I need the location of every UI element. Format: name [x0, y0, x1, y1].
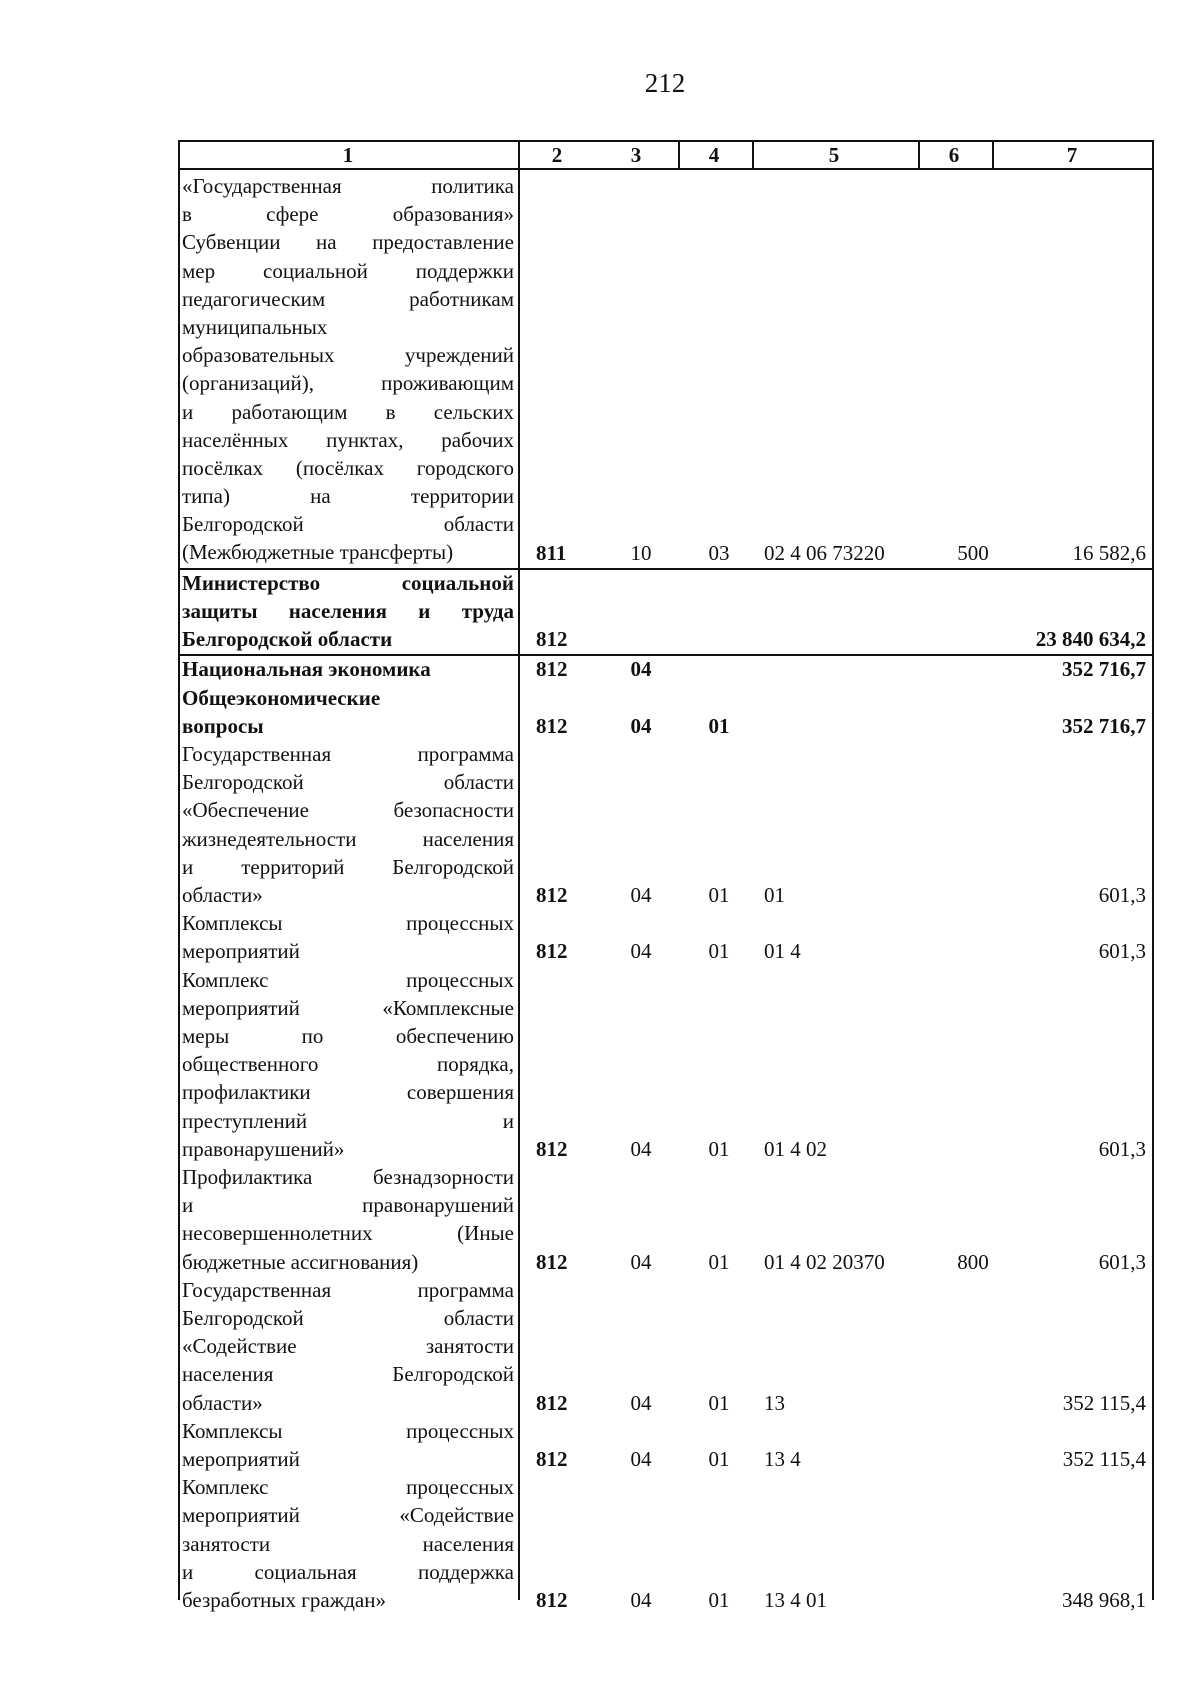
description-line: правонарушений» [182, 1136, 345, 1161]
col-3-value: 04 [630, 1390, 652, 1415]
header-col-5: 5 [828, 143, 840, 167]
col-3-value: 04 [630, 657, 652, 682]
table-header [178, 140, 1154, 170]
row-separator [178, 654, 1154, 656]
col-2-value: 812 [536, 657, 568, 682]
col-2-value: 812 [536, 1136, 568, 1161]
col-5-value: 01 4 [764, 939, 801, 964]
description-line: защиты населения и труда [182, 598, 514, 623]
description-line: и работающим в сельских [182, 399, 514, 424]
col-2-value: 812 [536, 713, 568, 738]
col-7-value: 348 968,1 [1062, 1587, 1146, 1612]
description-line: вопросы [182, 713, 264, 738]
description-line: Комплекс процессных [182, 1475, 514, 1500]
header-divider [678, 140, 680, 168]
description-line: и территорий Белгородской [182, 854, 514, 879]
description-line: Субвенции на предоставление [182, 230, 514, 255]
description-line: Министерство социальной [182, 570, 514, 595]
col-2-value: 812 [536, 1587, 568, 1612]
description-line: (организаций), проживающим [182, 371, 514, 396]
description-line: и социальная поддержка [182, 1559, 514, 1584]
col-7-value: 352 115,4 [1062, 1390, 1146, 1415]
col-4-value: 01 [708, 939, 730, 964]
header-divider [752, 140, 754, 168]
row-description [182, 966, 514, 1163]
col-5-value: 02 4 06 73220 [764, 540, 885, 565]
description-line: мероприятий «Комплексные [182, 995, 514, 1020]
col-5-value: 01 4 02 20370 [764, 1249, 885, 1274]
table-row [178, 684, 1154, 740]
col-7-value: 352 115,4 [1062, 1446, 1146, 1471]
description-line: Комплексы процессных [182, 911, 514, 936]
description-line: Комплексы процессных [182, 1418, 514, 1443]
description-line: Белгородской области [182, 1305, 514, 1330]
table-row [178, 1473, 1154, 1614]
col-4-value: 01 [708, 1136, 730, 1161]
description-line: области» [182, 1390, 263, 1415]
row-description [182, 1276, 514, 1417]
table-row [178, 1276, 1154, 1417]
description-line: Комплекс процессных [182, 967, 514, 992]
description-line: «Содействие занятости [182, 1334, 514, 1359]
col-2-value: 812 [536, 1390, 568, 1415]
col-2-value: 811 [536, 540, 567, 565]
col-4-value: 01 [708, 883, 730, 907]
col-3-value: 04 [630, 939, 652, 964]
description-line: жизнедеятельности населения [182, 826, 514, 851]
col-5-value: 13 [764, 1390, 785, 1415]
table-row [178, 740, 1154, 909]
header-col-4: 4 [708, 143, 720, 167]
col-3-value: 04 [630, 1249, 652, 1274]
description-line: Государственная программа [182, 1277, 514, 1302]
col-7-value: 16 582,6 [1072, 540, 1146, 565]
description-line: образовательных учреждений [182, 343, 514, 368]
description-line: Профилактика безнадзорности [182, 1165, 514, 1189]
row-description [182, 172, 514, 567]
col-2-value: 812 [536, 939, 568, 964]
description-line: меры по обеспечению [182, 1023, 514, 1048]
description-line: «Государственная политика [182, 174, 514, 198]
description-line: преступлений и [182, 1108, 514, 1133]
description-line: профилактики совершения [182, 1080, 514, 1105]
table-row [178, 909, 1154, 965]
row-description [182, 1163, 514, 1276]
description-line: Национальная экономика [182, 657, 431, 682]
table-row [178, 1417, 1154, 1473]
header-divider [918, 140, 920, 168]
description-line: мероприятий [182, 939, 300, 964]
col-5-value: 13 4 01 [764, 1587, 827, 1612]
description-line: «Обеспечение безопасности [182, 798, 514, 823]
page-number: 212 [644, 68, 686, 98]
col-5-value: 01 [764, 883, 785, 907]
header-col-6: 6 [948, 143, 960, 167]
description-line: муниципальных [182, 314, 328, 339]
col-7-value: 352 716,7 [1062, 657, 1146, 682]
budget-table [178, 140, 1154, 1612]
header-divider [992, 140, 994, 168]
description-line: посёлках (посёлках городского [182, 455, 514, 480]
row-description [182, 655, 514, 683]
description-line: Белгородской области [182, 512, 514, 537]
col-4-value: 01 [708, 1249, 730, 1274]
col-7-value: 601,3 [1098, 939, 1146, 964]
description-line: области» [182, 882, 263, 907]
description-line: Белгородской области [182, 770, 514, 795]
col-3-value: 04 [630, 713, 652, 738]
description-line: и правонарушений [182, 1193, 514, 1218]
col-7-value: 601,3 [1098, 1249, 1146, 1274]
header-col-1: 1 [342, 143, 354, 167]
col-7-value: 352 716,7 [1062, 713, 1146, 738]
description-line: населения Белгородской [182, 1362, 514, 1387]
description-line: занятости населения [182, 1531, 514, 1556]
table-row [178, 655, 1154, 683]
col-2-value: 812 [536, 627, 568, 652]
description-line: мероприятий [182, 1446, 300, 1471]
description-line: мероприятий «Содействие [182, 1503, 514, 1528]
col-3-value: 04 [630, 1446, 652, 1471]
row-description [182, 740, 514, 909]
description-line: мер социальной поддержки [182, 258, 514, 283]
description-line: Государственная программа [182, 742, 514, 766]
description-line: несовершеннолетних (Иные [182, 1221, 514, 1246]
description-line: Белгородской области [182, 627, 393, 652]
row-description [182, 569, 514, 654]
table-row [178, 569, 1154, 654]
row-description [182, 1473, 514, 1614]
col-4-value: 01 [708, 1587, 730, 1612]
col-3-value: 04 [630, 1136, 652, 1161]
col-2-value: 812 [536, 1249, 568, 1274]
col-5-value: 13 4 [764, 1446, 801, 1471]
table-row [178, 172, 1154, 567]
col-4-value: 01 [708, 713, 730, 738]
row-description [182, 684, 514, 740]
col-4-value: 01 [708, 1446, 730, 1471]
header-col-3: 3 [630, 143, 642, 167]
col-7-value: 23 840 634,2 [1035, 627, 1146, 652]
row-separator [178, 568, 1154, 570]
col-3-value: 04 [630, 1587, 652, 1612]
description-line: педагогическим работникам [182, 286, 514, 311]
header-col-2: 2 [551, 143, 563, 167]
table-row [178, 966, 1154, 1163]
col-4-value: 01 [708, 1390, 730, 1415]
col-5-value: 01 4 02 [764, 1136, 827, 1161]
description-line: Общеэкономические [182, 685, 381, 710]
col-7-value: 601,3 [1098, 1136, 1146, 1161]
col-3-value: 10 [630, 540, 652, 565]
description-line: бюджетные ассигнования) [182, 1249, 419, 1274]
description-line: (Межбюджетные трансферты) [182, 540, 454, 565]
col-2-value: 812 [536, 1446, 568, 1471]
col-3-value: 04 [630, 883, 652, 907]
header-col-7: 7 [1066, 143, 1078, 167]
description-line: населённых пунктах, рабочих [182, 427, 514, 452]
row-description [182, 1417, 514, 1473]
col-6-value: 800 [957, 1249, 989, 1274]
description-line: в сфере образования» [182, 202, 514, 227]
row-description [182, 909, 514, 965]
table-row [178, 1163, 1154, 1276]
col-4-value: 03 [708, 540, 730, 565]
col-7-value: 601,3 [1098, 883, 1146, 907]
description-line: безработных граждан» [182, 1587, 386, 1612]
col-2-value: 812 [536, 883, 568, 907]
col-6-value: 500 [957, 540, 989, 565]
description-line: общественного порядка, [182, 1052, 514, 1077]
description-line: типа) на территории [182, 484, 514, 509]
